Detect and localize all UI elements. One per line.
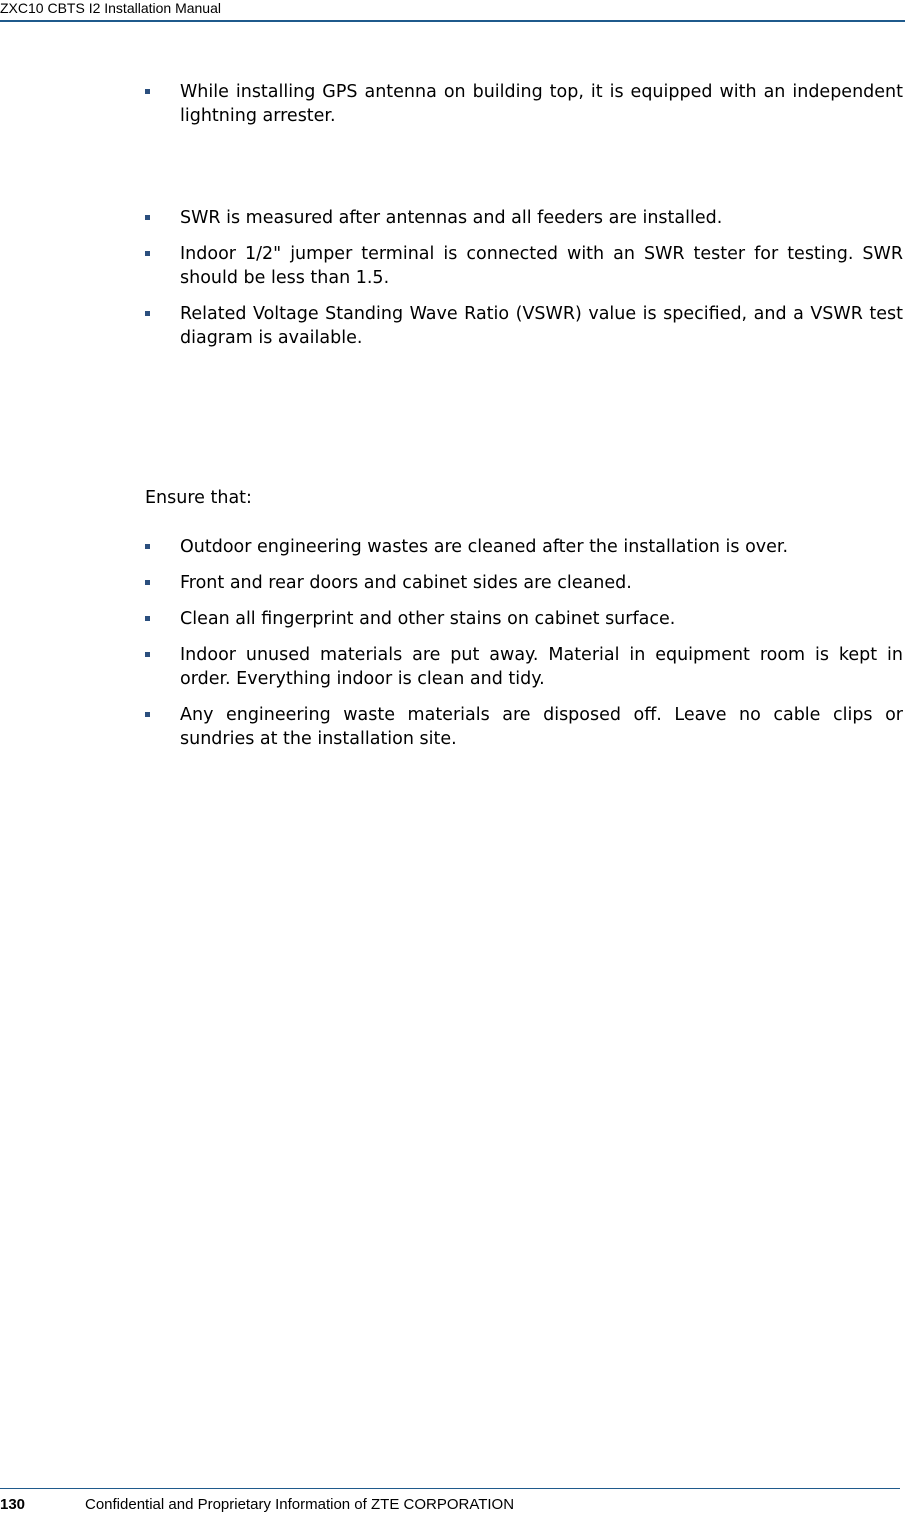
list-item <box>145 703 903 751</box>
list-item <box>145 571 903 595</box>
square-bullet-icon <box>145 311 150 316</box>
square-bullet-icon <box>145 215 150 220</box>
ensure-intro: Ensure that: <box>145 488 252 508</box>
list-item-text: SWR is measured after antennas and all feeders are installed. <box>180 208 723 228</box>
gps-antenna-list <box>145 80 903 128</box>
list-item-text: Related Voltage Standing Wave Ratio (VSWR) value is specified, and a VSWR test diagram is available. <box>180 304 903 348</box>
header-title: ZXC10 CBTS I2 Installation Manual <box>0 0 221 16</box>
square-bullet-icon <box>145 580 150 585</box>
list-item-text: Clean all fingerprint and other stains on cabinet surface. <box>180 609 676 629</box>
list-item <box>145 607 903 631</box>
list-item-text: Indoor unused materials are put away. Material in equipment room is kept in order. Everything indoor is clean and tidy. <box>180 645 903 689</box>
page-footer <box>0 1488 900 1517</box>
swr-test-list <box>145 206 903 350</box>
list-item-text: While installing GPS antenna on building top, it is equipped with an independent lightning arrester. <box>180 82 903 126</box>
page-header <box>0 0 905 22</box>
square-bullet-icon <box>145 652 150 657</box>
list-item-text: Any engineering waste materials are disposed off. Leave no cable clips or sundries at the installation site. <box>180 705 903 749</box>
square-bullet-icon <box>145 712 150 717</box>
list-item-text: Outdoor engineering wastes are cleaned after the installation is over. <box>180 537 789 557</box>
list-item <box>145 643 903 691</box>
list-item <box>145 80 903 128</box>
square-bullet-icon <box>145 616 150 621</box>
square-bullet-icon <box>145 544 150 549</box>
list-item-text: Indoor 1/2" jumper terminal is connected with an SWR tester for testing. SWR should be less than 1.5. <box>180 244 903 288</box>
list-item <box>145 302 903 350</box>
list-item <box>145 535 903 559</box>
square-bullet-icon <box>145 251 150 256</box>
square-bullet-icon <box>145 89 150 94</box>
cleanup-checklist <box>145 535 903 751</box>
list-item <box>145 206 903 230</box>
list-item <box>145 242 903 290</box>
confidentiality-notice: Confidential and Proprietary Information of ZTE CORPORATION <box>85 1496 515 1513</box>
page-number: 130 <box>0 1496 26 1513</box>
list-item-text: Front and rear doors and cabinet sides are cleaned. <box>180 573 632 593</box>
